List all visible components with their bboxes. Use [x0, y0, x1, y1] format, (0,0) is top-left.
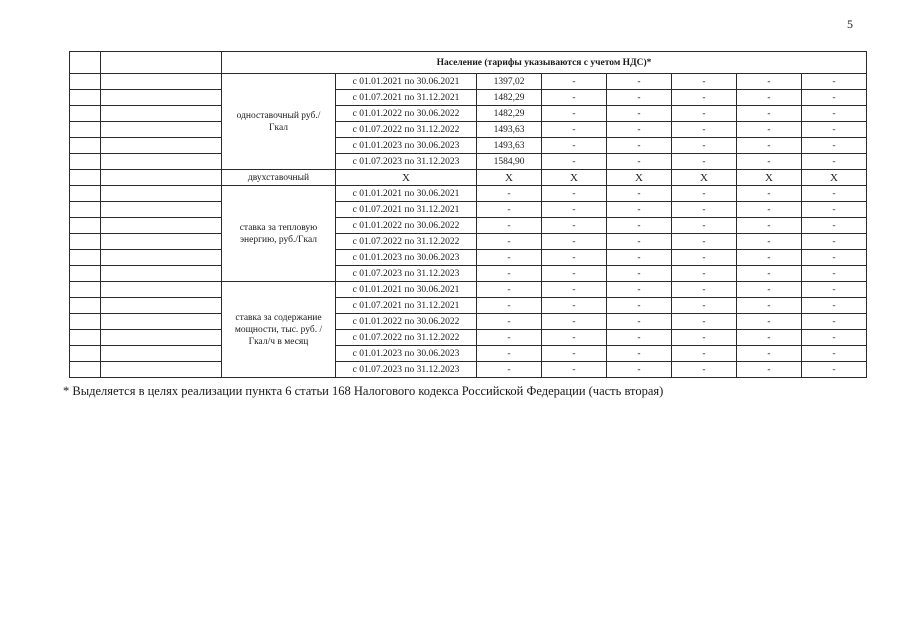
row-number-cell	[70, 186, 101, 202]
row-number-cell	[70, 106, 101, 122]
name-cell	[101, 218, 222, 234]
value-cell: -	[672, 250, 737, 266]
period-cell: с 01.07.2022 по 31.12.2022	[336, 330, 477, 346]
value-cell: -	[672, 106, 737, 122]
rate-type-label: двухставочный	[222, 170, 336, 186]
value-cell: -	[802, 314, 867, 330]
value-cell: -	[672, 138, 737, 154]
value-cell: -	[607, 122, 672, 138]
value-cell: -	[737, 106, 802, 122]
value-cell: -	[607, 346, 672, 362]
value-cell: -	[672, 202, 737, 218]
value-cell: -	[802, 330, 867, 346]
period-cell: с 01.07.2023 по 31.12.2023	[336, 266, 477, 282]
value-cell: X	[672, 170, 737, 186]
value-cell: -	[542, 74, 607, 90]
name-cell	[101, 138, 222, 154]
value-cell: -	[737, 314, 802, 330]
value-cell: -	[737, 90, 802, 106]
period-cell: с 01.07.2023 по 31.12.2023	[336, 154, 477, 170]
value-cell: -	[542, 266, 607, 282]
table-row	[70, 218, 867, 234]
row-number-cell	[70, 138, 101, 154]
value-cell: -	[802, 202, 867, 218]
value-cell: -	[737, 330, 802, 346]
name-cell	[101, 330, 222, 346]
value-cell: -	[542, 202, 607, 218]
tariff-value-cell: 1397,02	[477, 74, 542, 90]
footnote: * Выделяется в целях реализации пункта 6 статьи 168 Налогового кодекса Российской Федерации (часть вторая)	[63, 384, 664, 398]
tariff-value-cell: -	[477, 266, 542, 282]
value-cell: -	[607, 250, 672, 266]
value-cell: -	[737, 138, 802, 154]
row-number-cell	[70, 346, 101, 362]
value-cell: -	[737, 122, 802, 138]
value-cell: -	[672, 266, 737, 282]
name-cell	[101, 298, 222, 314]
table-row	[70, 106, 867, 122]
period-cell: с 01.01.2022 по 30.06.2022	[336, 314, 477, 330]
value-cell: -	[802, 266, 867, 282]
table-row	[70, 298, 867, 314]
period-cell: с 01.07.2021 по 31.12.2021	[336, 298, 477, 314]
row-number-cell	[70, 202, 101, 218]
value-cell: X	[737, 170, 802, 186]
value-cell: X	[607, 170, 672, 186]
value-cell: -	[737, 218, 802, 234]
row-number-cell	[70, 234, 101, 250]
value-cell: -	[737, 234, 802, 250]
table-row	[70, 282, 867, 298]
value-cell: -	[542, 298, 607, 314]
value-cell: -	[737, 250, 802, 266]
value-cell: -	[542, 122, 607, 138]
value-cell: -	[607, 106, 672, 122]
period-cell: с 01.01.2023 по 30.06.2023	[336, 250, 477, 266]
tariff-value-cell: 1584,90	[477, 154, 542, 170]
row-number-cell	[70, 314, 101, 330]
name-cell	[101, 266, 222, 282]
table-row	[70, 362, 867, 378]
value-cell: -	[672, 122, 737, 138]
table-row	[70, 138, 867, 154]
value-cell: -	[737, 202, 802, 218]
table-row	[70, 170, 867, 186]
value-cell: -	[672, 314, 737, 330]
row-number-cell	[70, 282, 101, 298]
value-cell: -	[737, 282, 802, 298]
table-row	[70, 330, 867, 346]
value-cell: -	[542, 234, 607, 250]
value-cell: -	[542, 106, 607, 122]
name-cell	[101, 314, 222, 330]
value-cell: -	[542, 282, 607, 298]
value-cell: -	[802, 218, 867, 234]
row-number-cell	[70, 266, 101, 282]
name-cell	[101, 154, 222, 170]
value-cell: -	[802, 362, 867, 378]
value-cell: -	[802, 74, 867, 90]
value-cell: -	[542, 346, 607, 362]
blank-cell	[101, 52, 222, 74]
tariff-value-cell: -	[477, 218, 542, 234]
tariff-value-cell: -	[477, 282, 542, 298]
period-cell: X	[336, 170, 477, 186]
name-cell	[101, 234, 222, 250]
value-cell: -	[607, 314, 672, 330]
name-cell	[101, 202, 222, 218]
name-cell	[101, 282, 222, 298]
value-cell: -	[802, 106, 867, 122]
tariff-value-cell: -	[477, 234, 542, 250]
value-cell: -	[672, 218, 737, 234]
value-cell: -	[542, 330, 607, 346]
row-number-cell	[70, 74, 101, 90]
name-cell	[101, 90, 222, 106]
tariff-value-cell: X	[477, 170, 542, 186]
value-cell: -	[542, 218, 607, 234]
value-cell: -	[542, 250, 607, 266]
tariff-value-cell: -	[477, 298, 542, 314]
value-cell: -	[607, 90, 672, 106]
period-cell: с 01.01.2023 по 30.06.2023	[336, 346, 477, 362]
value-cell: -	[607, 234, 672, 250]
value-cell: -	[607, 186, 672, 202]
row-number-cell	[70, 362, 101, 378]
value-cell: -	[542, 186, 607, 202]
value-cell: -	[672, 186, 737, 202]
value-cell: -	[802, 250, 867, 266]
value-cell: -	[737, 346, 802, 362]
value-cell: -	[802, 346, 867, 362]
value-cell: -	[607, 266, 672, 282]
value-cell: X	[542, 170, 607, 186]
table-row	[70, 250, 867, 266]
table-row	[70, 314, 867, 330]
tariff-value-cell: 1493,63	[477, 138, 542, 154]
table-row	[70, 346, 867, 362]
value-cell: -	[607, 362, 672, 378]
tariff-value-cell: -	[477, 314, 542, 330]
name-cell	[101, 250, 222, 266]
page-number: 5	[847, 17, 853, 31]
header-row	[70, 52, 867, 74]
value-cell: -	[607, 154, 672, 170]
name-cell	[101, 170, 222, 186]
value-cell: -	[672, 90, 737, 106]
value-cell: -	[672, 362, 737, 378]
table-row	[70, 234, 867, 250]
table-row	[70, 186, 867, 202]
period-cell: с 01.01.2022 по 30.06.2022	[336, 218, 477, 234]
table-row	[70, 90, 867, 106]
name-cell	[101, 74, 222, 90]
period-cell: с 01.01.2021 по 30.06.2021	[336, 282, 477, 298]
value-cell: -	[802, 138, 867, 154]
value-cell: -	[542, 154, 607, 170]
value-cell: -	[607, 330, 672, 346]
name-cell	[101, 106, 222, 122]
value-cell: -	[607, 74, 672, 90]
rate-type-label: одноставочный руб./Гкал	[222, 74, 336, 170]
value-cell: -	[802, 90, 867, 106]
value-cell: -	[802, 234, 867, 250]
row-number-cell	[70, 218, 101, 234]
value-cell: -	[542, 90, 607, 106]
tariff-value-cell: -	[477, 186, 542, 202]
tariff-table	[69, 51, 867, 378]
value-cell: -	[802, 154, 867, 170]
value-cell: -	[672, 298, 737, 314]
value-cell: -	[672, 330, 737, 346]
value-cell: -	[802, 298, 867, 314]
tariff-value-cell: 1493,63	[477, 122, 542, 138]
rate-type-label: ставка за содержание мощности, тыс. руб. /Гкал/ч в месяц	[222, 282, 336, 378]
row-number-cell	[70, 298, 101, 314]
value-cell: -	[802, 122, 867, 138]
value-cell: -	[737, 298, 802, 314]
value-cell: -	[737, 154, 802, 170]
value-cell: -	[542, 138, 607, 154]
value-cell: -	[607, 202, 672, 218]
table-row	[70, 266, 867, 282]
value-cell: X	[802, 170, 867, 186]
tariff-value-cell: -	[477, 362, 542, 378]
value-cell: -	[607, 298, 672, 314]
table-body	[70, 52, 867, 378]
value-cell: -	[542, 362, 607, 378]
value-cell: -	[802, 186, 867, 202]
period-cell: с 01.01.2021 по 30.06.2021	[336, 186, 477, 202]
tariff-value-cell: -	[477, 330, 542, 346]
period-cell: с 01.07.2022 по 31.12.2022	[336, 122, 477, 138]
value-cell: -	[737, 362, 802, 378]
value-cell: -	[672, 346, 737, 362]
name-cell	[101, 362, 222, 378]
value-cell: -	[737, 186, 802, 202]
value-cell: -	[802, 282, 867, 298]
value-cell: -	[542, 314, 607, 330]
row-number-cell	[70, 122, 101, 138]
table-row	[70, 202, 867, 218]
value-cell: -	[607, 138, 672, 154]
row-number-cell	[70, 330, 101, 346]
value-cell: -	[672, 282, 737, 298]
period-cell: с 01.01.2021 по 30.06.2021	[336, 74, 477, 90]
value-cell: -	[607, 282, 672, 298]
value-cell: -	[737, 266, 802, 282]
blank-cell	[70, 52, 101, 74]
period-cell: с 01.07.2023 по 31.12.2023	[336, 362, 477, 378]
tariff-value-cell: -	[477, 346, 542, 362]
name-cell	[101, 186, 222, 202]
table-row	[70, 154, 867, 170]
tariff-value-cell: -	[477, 202, 542, 218]
name-cell	[101, 122, 222, 138]
table-row	[70, 122, 867, 138]
period-cell: с 01.07.2021 по 31.12.2021	[336, 90, 477, 106]
value-cell: -	[607, 218, 672, 234]
tariff-value-cell: 1482,29	[477, 106, 542, 122]
value-cell: -	[737, 74, 802, 90]
name-cell	[101, 346, 222, 362]
period-cell: с 01.07.2021 по 31.12.2021	[336, 202, 477, 218]
period-cell: с 01.01.2023 по 30.06.2023	[336, 138, 477, 154]
table-row	[70, 74, 867, 90]
value-cell: -	[672, 74, 737, 90]
rate-type-label: ставка за тепловую энергию, руб./Гкал	[222, 186, 336, 282]
value-cell: -	[672, 154, 737, 170]
tariff-value-cell: -	[477, 250, 542, 266]
period-cell: с 01.07.2022 по 31.12.2022	[336, 234, 477, 250]
section-header: Население (тарифы указываются с учетом НДС)*	[222, 52, 867, 74]
row-number-cell	[70, 90, 101, 106]
value-cell: -	[672, 234, 737, 250]
tariff-value-cell: 1482,29	[477, 90, 542, 106]
period-cell: с 01.01.2022 по 30.06.2022	[336, 106, 477, 122]
row-number-cell	[70, 154, 101, 170]
row-number-cell	[70, 170, 101, 186]
row-number-cell	[70, 250, 101, 266]
